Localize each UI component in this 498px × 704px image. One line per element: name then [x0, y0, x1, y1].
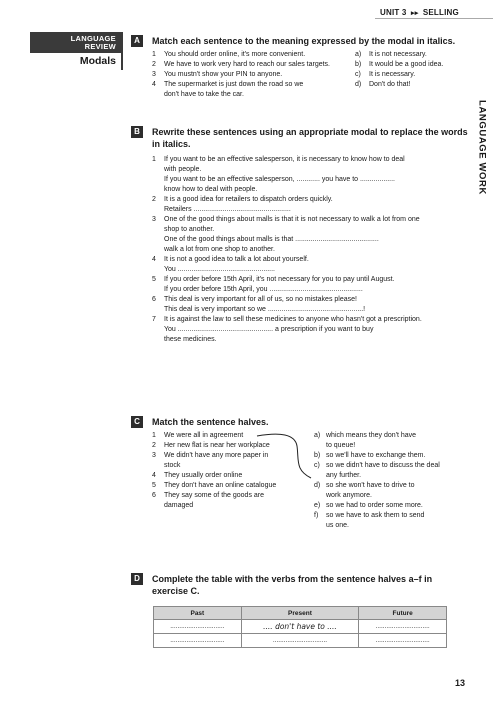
table-cell[interactable]: ..............................: [154, 620, 242, 634]
double-arrow-icon: ▸▸: [410, 10, 419, 17]
col-future: Future: [359, 607, 447, 620]
table-cell[interactable]: ..............................: [154, 634, 242, 648]
language-review-label: LANGUAGE REVIEW: [30, 32, 121, 53]
header-rule: [375, 18, 493, 19]
section-c-heading: Match the sentence halves.: [152, 417, 269, 427]
running-header: UNIT 3 ▸▸ SELLING: [380, 8, 459, 17]
col-past: Past: [154, 607, 242, 620]
section-a-marker: A: [131, 35, 143, 47]
table-cell[interactable]: ..............................: [241, 634, 359, 648]
table-cell[interactable]: ..............................: [359, 620, 447, 634]
section-c-left-halves: 1 We were all in agreement 2 Her new flat is near her workplace 3 We didn't have any more paper in stock 4 They usually order online 5 They don't have an online catalogue 6 They say some of the goods are damaged: [152, 432, 277, 509]
section-a-heading: Match each sentence to the meaning expressed by the modal in italics.: [152, 36, 456, 46]
section-c-right-halves: a) which means they don't have to queue! b) so we'll have to exchange them. c) so we didn't have to discuss the deal any further. d) so she won't have to drive to work anymore. e) so we had to order some more. f) so we have to ask them to send us one.: [314, 432, 440, 529]
section-b-exercise: 1 If you want to be an effective salesperson, it is necessary to know how to deal with people. If you want to be an effective salesperson, ............ you have to .................. know how to deal with people. 2 It is a good idea for retailers to dispatch orders quickly. Retailers .................................................. 3 One of the good things about malls is that it is not necessary to walk a lot from one shop to another. One of the good things about malls is that ........................................... walk a lot from one shop to another. 4 It is not a good idea to talk a lot about yourself. You .................................................. 5 If you order before 15th April, it's not necessary for you to pay until August. If you order before 15th April, you ................................................ 6 This deal is very important for all of us, so no mistakes please! This deal is very important so we .................................................! 7 It is against the law to sell these medicines to anyone who hasn't got a prescription. You ................................................. a prescription if you want to buy these medicines.: [152, 156, 422, 343]
box-divider: [121, 32, 123, 70]
table-cell-example[interactable]: .... don't have to ....: [241, 620, 359, 634]
side-tab: [467, 78, 493, 228]
verb-table: [153, 606, 447, 648]
section-d-marker: D: [131, 573, 143, 585]
modals-title: Modals: [79, 55, 116, 67]
section-b-marker: B: [131, 126, 143, 138]
section-c-marker: C: [131, 416, 143, 428]
language-review-box: [30, 32, 121, 66]
page-number: 13: [455, 678, 466, 688]
col-present: Present: [241, 607, 359, 620]
side-tab-label: LANGUAGE WORK: [476, 100, 488, 195]
section-b-heading: Rewrite these sentences using an appropriate modal to replace the words in italics.: [152, 127, 468, 149]
section-a-options: a) It is not necessary. b) It would be a good idea. c) It is necessary. d) Don't do that!: [355, 51, 444, 88]
section-a-sentences: 1 You should order online, it's more convenient. 2 We have to work very hard to reach our sales targets. 3 You mustn't show your PIN to anyone. 4 The supermarket is just down the road so we don't have to take the car.: [152, 51, 331, 98]
table-cell[interactable]: ..............................: [359, 634, 447, 648]
matching-line: [255, 430, 315, 485]
section-d-heading: Complete the table with the verbs from the sentence halves a–f in exercise C.: [152, 574, 433, 596]
